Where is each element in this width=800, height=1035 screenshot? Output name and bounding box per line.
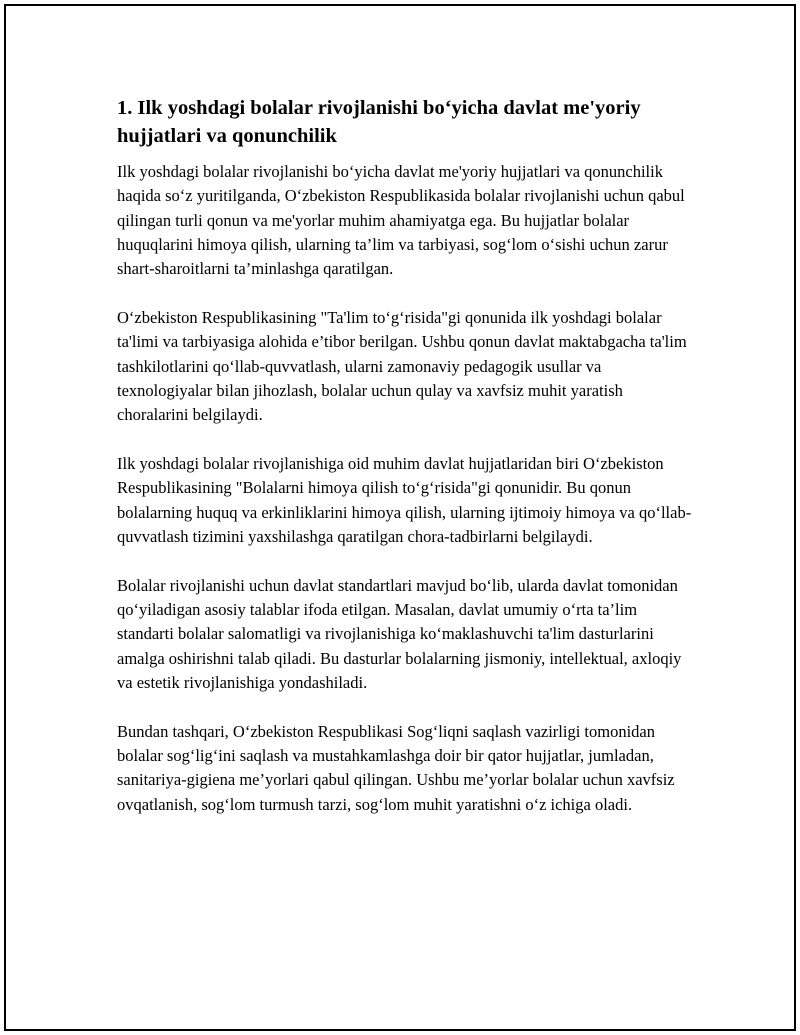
paragraph-3: Ilk yoshdagi bolalar rivojlanishiga oid muhim davlat hujjatlaridan biri O‘zbekiston Respublikasining "Bolalarni himoya qilish to‘g‘risida"gi qonunidir. Bu qonun bolalarning huquq va erkinliklarini himoya qilish, ularning ijtimoiy himoya va qo‘llab-quvvatlash tizimini yaxshilashga qaratilgan chora-tadbirlarni belgilaydi. <box>117 453 692 546</box>
paragraph-5: Bundan tashqari, O‘zbekiston Respublikasi Sog‘liqni saqlash vazirligi tomonidan bolalar sog‘lig‘ini saqlash va mustahkamlashga doir bir qator hujjatlar, jumladan, sanitariya-gigiena me’yorlari qabul qilingan. Ushbu me’yorlar bolalar uchun xavfsiz ovqatlanish, sog‘lom turmush tarzi, sog‘lom muhit yaratishni o‘z ichiga oladi. <box>117 721 675 814</box>
paragraph-1: Ilk yoshdagi bolalar rivojlanishi bo‘yicha davlat me'yoriy hujjatlari va qonunchilik haqida so‘z yuritilganda, O‘zbekiston Respublikasida bolalar rivojlanishi uchun qabul qilingan turli qonun va me'yorlar muhim ahamiyatga ega. Bu hujjatlar bolalar huquqlarini himoya qilish, ularning ta’lim va tarbiyasi, sog‘lom o‘sishi uchun zarur shart-sharoitlarni ta’minlashga qaratilgan. <box>117 162 685 279</box>
document-body <box>117 94 697 841</box>
paragraph-2: O‘zbekiston Respublikasining "Ta'lim to‘g‘risida"gi qonunida ilk yoshdagi bolalar ta'limi va tarbiyasiga alohida e’tibor berilgan. Ushbu qonun davlat maktabgacha ta'lim tashkilotlarini qo‘llab-quvvatlash, ularni zamonaviy pedagogik usullar va texnologiyalar bilan jihozlash, bolalar uchun qulay va xavfsiz muhit yaratish choralarini belgilaydi. <box>117 307 687 425</box>
paragraph-4: Bolalar rivojlanishi uchun davlat standartlari mavjud bo‘lib, ularda davlat tomonidan qo‘yiladigan asosiy talablar ifoda etilgan. Masalan, davlat umumiy o‘rta ta’lim standarti bolalar salomatligi va rivojlanishiga ko‘maklashuvchi ta'lim dasturlarini amalga oshirishni talab qiladi. Bu dasturlar bolalarning jismoniy, intellektual, axloqiy va estetik rivojlanishiga yondashiladi. <box>117 575 682 692</box>
section-heading: 1. Ilk yoshdagi bolalar rivojlanishi bo‘yicha davlat me'yoriy hujjatlari va qonunchilik <box>117 97 641 147</box>
